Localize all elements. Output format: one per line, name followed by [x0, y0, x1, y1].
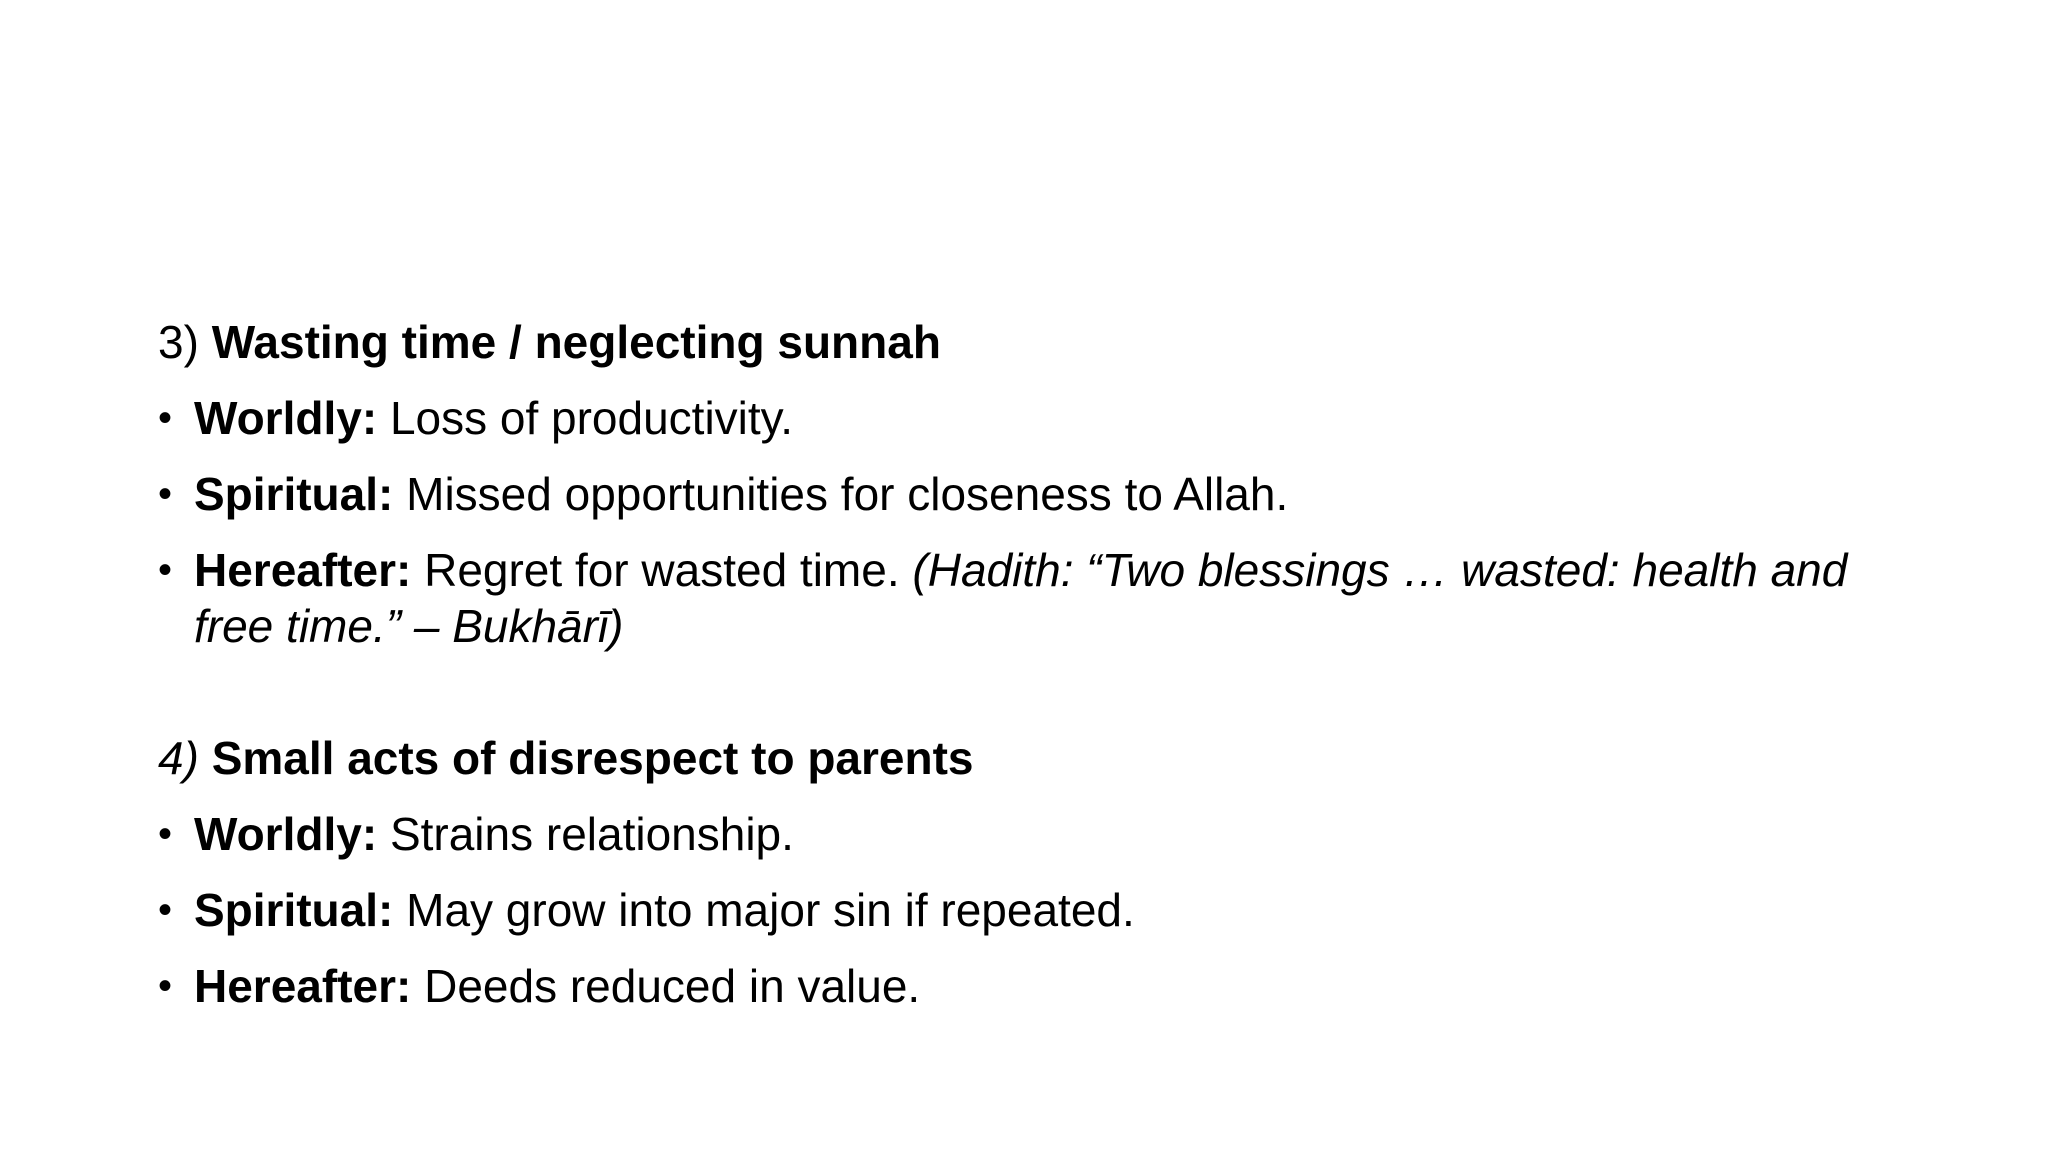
slide-content — [158, 314, 1918, 1034]
bullet-icon: • — [158, 812, 173, 856]
bullet-list-4 — [158, 806, 1918, 1014]
section-number: 3) — [158, 316, 199, 368]
item-text: Missed opportunities for closeness to Allah. — [406, 468, 1289, 520]
bullet-icon: • — [158, 548, 173, 592]
item-text: Regret for wasted time. — [424, 544, 900, 596]
list-item — [158, 542, 1918, 654]
bullet-icon: • — [158, 472, 173, 516]
item-text: May grow into major sin if repeated. — [406, 884, 1135, 936]
item-text: Strains relationship. — [389, 808, 794, 860]
item-text: Deeds reduced in value. — [424, 960, 921, 1012]
list-item — [158, 958, 1918, 1014]
item-label: Worldly: — [194, 808, 378, 860]
hadith-quote: (Hadith: “Two blessings … wasted: health and free time.” – Bukhārī) — [194, 544, 1848, 652]
item-label: Spiritual: — [194, 884, 394, 936]
section-heading-4 — [158, 730, 1918, 786]
section-heading-3 — [158, 314, 1918, 370]
bullet-icon: • — [158, 396, 173, 440]
item-label: Spiritual: — [194, 468, 394, 520]
item-text: Loss of productivity. — [389, 392, 794, 444]
list-item — [158, 466, 1918, 522]
bullet-icon: • — [158, 888, 173, 932]
item-label: Hereafter: — [194, 544, 412, 596]
item-label: Hereafter: — [194, 960, 412, 1012]
section-number: 4) — [158, 732, 199, 784]
section-spacer — [158, 674, 1918, 730]
section-title: Wasting time / neglecting sunnah — [211, 316, 941, 368]
item-label: Worldly: — [194, 392, 378, 444]
list-item — [158, 806, 1918, 862]
bullet-list-3 — [158, 390, 1918, 654]
list-item — [158, 882, 1918, 938]
bullet-icon: • — [158, 964, 173, 1008]
list-item — [158, 390, 1918, 446]
section-title: Small acts of disrespect to parents — [211, 732, 974, 784]
